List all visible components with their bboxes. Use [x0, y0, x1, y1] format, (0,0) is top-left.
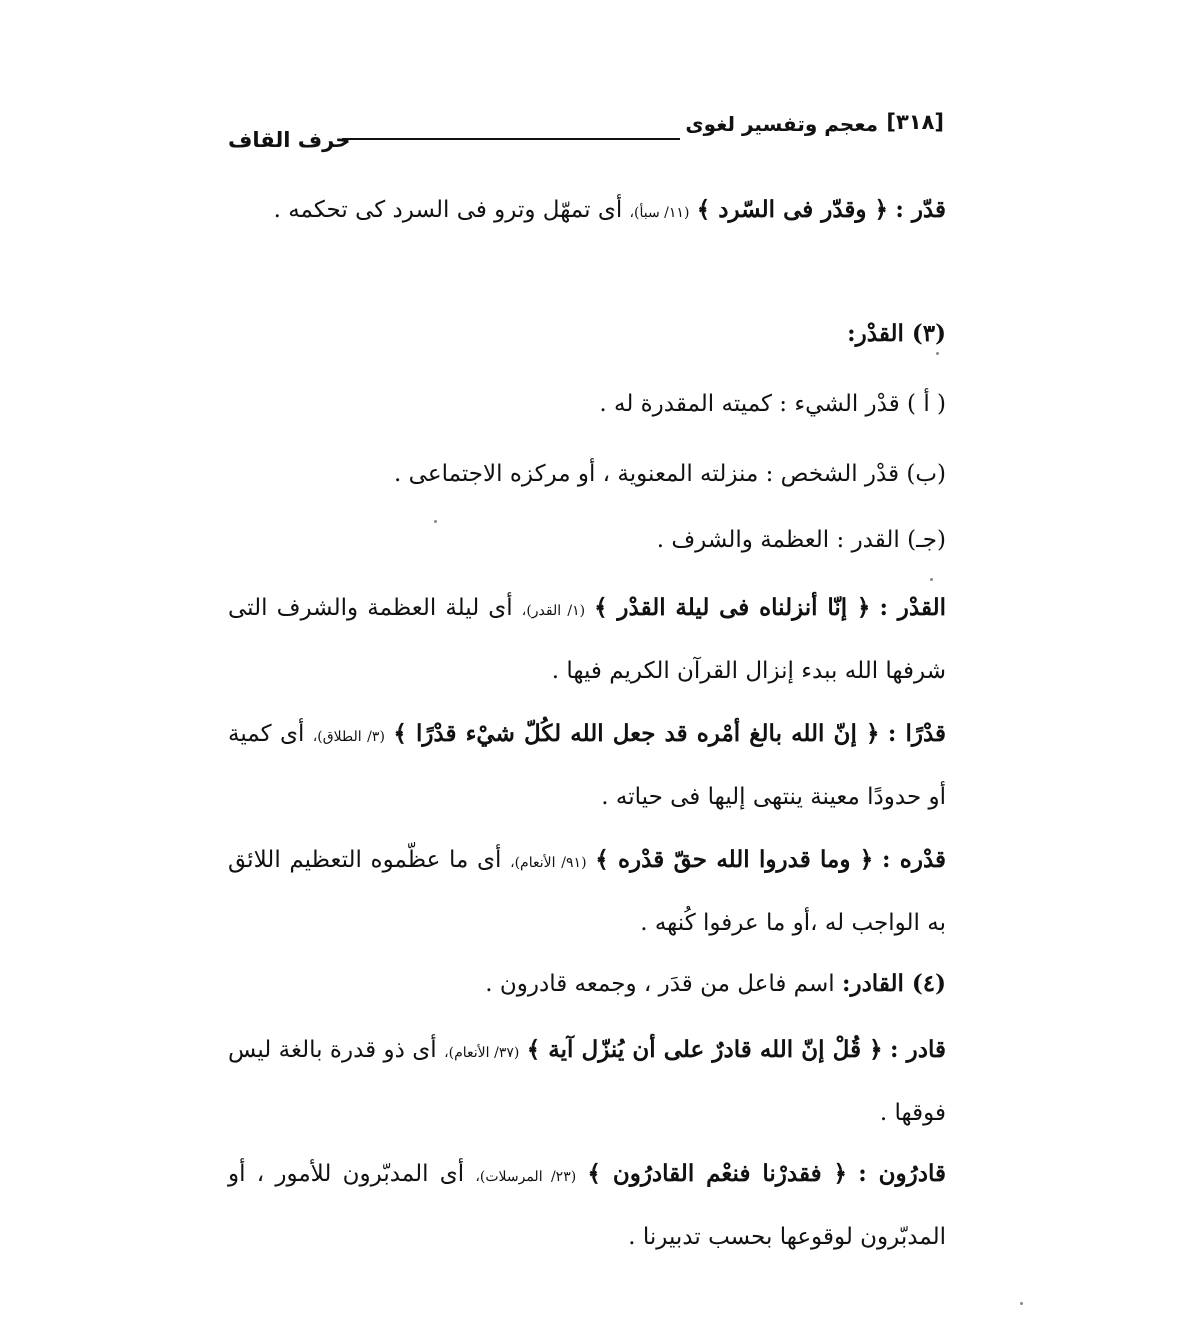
scan-speck [930, 578, 933, 581]
entry-text: أى ذو قدرة بالغة ليس فوقها . [228, 1037, 946, 1126]
entry-text: أى ما عظّموه التعظيم اللائق به الواجب له ،أو ما عرفوا كُنهه . [228, 847, 946, 936]
verse-reference: (٢٣/ المرسلات)، [475, 1169, 577, 1185]
entry-head: قادرُون : [858, 1160, 947, 1187]
subheading-4 [228, 954, 1004, 1014]
verse-quote: ﴿ قُلْ إنّ الله قادرٌ على أن يُنزّل آية ﴾ [526, 1036, 883, 1063]
verse-reference: (٣/ الطلاق)، [312, 729, 385, 745]
subheading-label: (٤) القادر: [841, 970, 946, 997]
verse-quote: ﴿ إنّ الله بالغ أمْره قد جعل الله لكُلّ شيْء قدْرًا ﴾ [393, 720, 880, 747]
entry-head: قدْرًا : [887, 720, 947, 747]
section-title: حرف القاف [228, 128, 351, 152]
definition-b [228, 444, 1004, 504]
definition-text: ( أ ) قدْر الشيء : كميته المقدرة له . [599, 391, 946, 417]
definition-c [228, 510, 1004, 570]
verse-quote: ﴿ إنّا أنزلناه فى ليلة القدْر ﴾ [594, 594, 871, 621]
entry-text: أى ليلة العظمة والشرف التى شرفها الله ببدء إنزال القرآن الكريم فيها . [228, 595, 946, 684]
page-number: [٣١٨] [886, 110, 944, 134]
entry-qadran [228, 704, 1004, 827]
entry-head: قادر : [890, 1036, 946, 1063]
entry-qadrihi [228, 830, 1004, 953]
subheading-3 [228, 304, 1004, 364]
verse-reference: (١/ القدر)، [521, 603, 586, 619]
definition-text: (ب) قدْر الشخص : منزلته المعنوية ، أو مركزه الاجتماعى . [394, 461, 946, 487]
book-title: معجم وتفسير لغوى [685, 112, 878, 136]
definition-a [228, 374, 1004, 434]
entry-text: أى المدبّرون للأمور ، أو المدبّرون لوقوعها بحسب تدبيرنا . [228, 1161, 946, 1250]
header-rule [342, 138, 680, 140]
entry-head: قدْره : [881, 846, 947, 873]
entry-qaddar [228, 180, 1004, 243]
verse-quote: ﴿ وما قدروا الله حقّ قدْره ﴾ [595, 846, 874, 873]
entry-head: القدْر : [879, 594, 946, 621]
definition-text: (جـ) القدر : العظمة والشرف . [656, 527, 946, 553]
entry-text: أى كمية أو حدودًا معينة ينتهى إليها فى حياته . [228, 721, 946, 810]
verse-quote: ﴿ فقدرْنا فنعْم القادرُون ﴾ [587, 1160, 848, 1187]
entry-alqadr [228, 578, 1004, 701]
scan-speck [936, 352, 939, 355]
verse-reference: (٣٧/ الأنعام)، [444, 1045, 520, 1061]
subheading-text: اسم فاعل من قدَر ، وجمعه قادرون . [485, 971, 835, 997]
verse-quote: ﴿ وقدّر فى السّرد ﴾ [696, 196, 889, 223]
verse-reference: (١١/ سبأ)، [629, 205, 690, 221]
page-header [228, 108, 944, 152]
entry-qadirun [228, 1144, 1004, 1267]
scan-speck [434, 520, 437, 523]
entry-head: قدّر : [895, 196, 946, 223]
verse-reference: (٩١/ الأنعام)، [510, 855, 587, 871]
scan-speck [1020, 1302, 1023, 1305]
subheading-label: (٣) القدْر: [847, 320, 946, 347]
entry-text: أى تمهّل وترو فى السرد كى تحكمه . [273, 197, 623, 223]
entry-qadir [228, 1020, 1004, 1143]
